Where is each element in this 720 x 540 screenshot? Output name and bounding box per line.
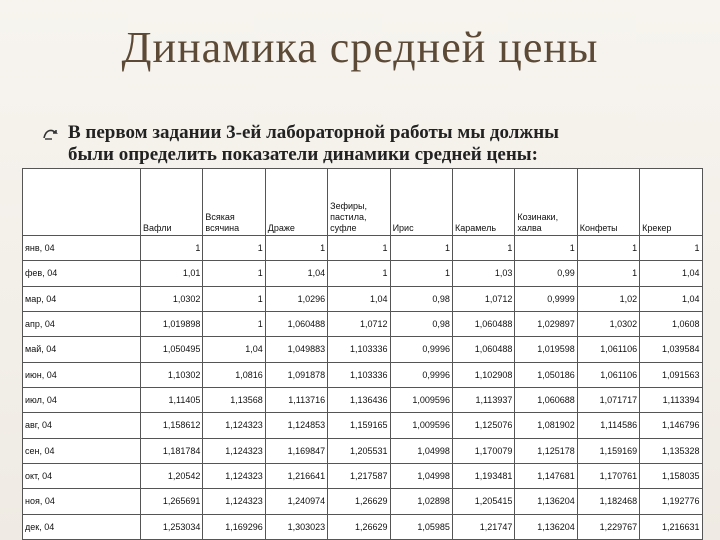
table-cell: 1,0302 — [141, 286, 203, 311]
table-cell: 1,136204 — [515, 489, 577, 514]
row-label: июл, 04 — [23, 387, 141, 412]
table-cell: 1 — [577, 261, 639, 286]
table-cell: 1,03 — [452, 261, 514, 286]
table-cell: 1 — [141, 236, 203, 261]
row-label: янв, 04 — [23, 236, 141, 261]
table-cell: 1,009596 — [390, 413, 452, 438]
table-cell: 1 — [390, 261, 452, 286]
table-row — [23, 236, 703, 261]
table-cell: 1 — [640, 236, 702, 261]
table-row — [23, 413, 703, 438]
table-cell: 0,98 — [390, 311, 452, 336]
table-cell: 0,9996 — [390, 362, 452, 387]
table-cell: 1,217587 — [328, 463, 390, 488]
table-cell: 1 — [203, 236, 265, 261]
table-cell: 1,182468 — [577, 489, 639, 514]
table-cell: 1 — [452, 236, 514, 261]
table-row — [23, 362, 703, 387]
table-cell: 1,049883 — [265, 337, 327, 362]
row-label: фев, 04 — [23, 261, 141, 286]
table-cell: 1 — [203, 261, 265, 286]
table-cell: 1,113716 — [265, 387, 327, 412]
table-cell: 1,135328 — [640, 438, 702, 463]
table-cell: 1,04 — [265, 261, 327, 286]
header-cell: Крекер — [640, 169, 702, 236]
table-cell: 1,124323 — [203, 413, 265, 438]
bullet-line-1: В первом задании 3-ей лабораторной работы мы должны — [68, 122, 559, 143]
header-cell: Вафли — [141, 169, 203, 236]
table-row — [23, 311, 703, 336]
row-label: дек, 04 — [23, 514, 141, 539]
table-cell: 1,02 — [577, 286, 639, 311]
table-cell: 1,205531 — [328, 438, 390, 463]
header-cell: Всякая всячина — [203, 169, 265, 236]
header-cell: Драже — [265, 169, 327, 236]
table-cell: 1,04 — [640, 261, 702, 286]
table-cell: 0,98 — [390, 286, 452, 311]
table-cell: 1,060488 — [452, 311, 514, 336]
table-cell: 1,060488 — [265, 311, 327, 336]
table-cell: 1,061106 — [577, 362, 639, 387]
slide-title: Динамика средней цены — [121, 23, 599, 72]
row-label: июн, 04 — [23, 362, 141, 387]
table-cell: 1,04998 — [390, 463, 452, 488]
table-cell: 1,0712 — [328, 311, 390, 336]
table-cell: 1,071717 — [577, 387, 639, 412]
table-cell: 1,170079 — [452, 438, 514, 463]
table-cell: 1,169296 — [203, 514, 265, 539]
table-cell: 1,124853 — [265, 413, 327, 438]
table-cell: 1,21747 — [452, 514, 514, 539]
table-cell: 1,193481 — [452, 463, 514, 488]
table-cell: 1,13568 — [203, 387, 265, 412]
table-cell: 1,0302 — [577, 311, 639, 336]
table-row — [23, 438, 703, 463]
table-cell: 1,26629 — [328, 489, 390, 514]
table-cell: 1,103336 — [328, 362, 390, 387]
table-cell: 1,113937 — [452, 387, 514, 412]
table-cell: 1 — [577, 236, 639, 261]
table-cell: 1,158612 — [141, 413, 203, 438]
table-cell: 1,170761 — [577, 463, 639, 488]
table-cell: 1,04 — [328, 286, 390, 311]
table-cell: 1,265691 — [141, 489, 203, 514]
table-cell: 1,039584 — [640, 337, 702, 362]
table-cell: 1,147681 — [515, 463, 577, 488]
table-row — [23, 514, 703, 539]
table-row — [23, 387, 703, 412]
bullet-point — [42, 122, 682, 166]
table-cell: 1,181784 — [141, 438, 203, 463]
table-cell: 1,124323 — [203, 463, 265, 488]
table-cell: 1,216631 — [640, 514, 702, 539]
table-cell: 1,04 — [203, 337, 265, 362]
table-cell: 1 — [265, 236, 327, 261]
table-cell: 1 — [203, 286, 265, 311]
header-cell: Ирис — [390, 169, 452, 236]
row-label: окт, 04 — [23, 463, 141, 488]
table-cell: 1 — [203, 311, 265, 336]
table-cell: 1,0816 — [203, 362, 265, 387]
table-cell: 1,04998 — [390, 438, 452, 463]
table-cell: 1,253034 — [141, 514, 203, 539]
table-cell: 1,159165 — [328, 413, 390, 438]
row-label: май, 04 — [23, 337, 141, 362]
table-cell: 1,124323 — [203, 489, 265, 514]
table-cell: 1,04 — [640, 286, 702, 311]
table-cell: 1,10302 — [141, 362, 203, 387]
row-label: ноя, 04 — [23, 489, 141, 514]
table-cell: 1,019598 — [515, 337, 577, 362]
table-row — [23, 489, 703, 514]
table-cell: 1 — [515, 236, 577, 261]
table-row — [23, 286, 703, 311]
table-cell: 1,114586 — [577, 413, 639, 438]
header-cell: Карамель — [452, 169, 514, 236]
table-body — [23, 236, 703, 540]
table-cell: 1 — [328, 261, 390, 286]
table-cell: 1,019898 — [141, 311, 203, 336]
table-header-row — [23, 169, 703, 236]
table-cell: 0,99 — [515, 261, 577, 286]
row-label: мар, 04 — [23, 286, 141, 311]
table-cell: 1,11405 — [141, 387, 203, 412]
table-cell: 1,091878 — [265, 362, 327, 387]
table-cell: 1,136204 — [515, 514, 577, 539]
header-cell: Конфеты — [577, 169, 639, 236]
table-cell: 1,169847 — [265, 438, 327, 463]
table-cell: 1,216641 — [265, 463, 327, 488]
table-cell: 1 — [390, 236, 452, 261]
table-cell: 1,103336 — [328, 337, 390, 362]
price-dynamics-table — [22, 168, 703, 540]
table-cell: 1,192776 — [640, 489, 702, 514]
table-cell: 1,050495 — [141, 337, 203, 362]
header-cell — [23, 169, 141, 236]
table-cell: 1,009596 — [390, 387, 452, 412]
table-cell: 1,240974 — [265, 489, 327, 514]
table-cell: 1,060488 — [452, 337, 514, 362]
table-cell: 0,9996 — [390, 337, 452, 362]
table-row — [23, 463, 703, 488]
table-cell: 1,113394 — [640, 387, 702, 412]
header-cell: Зефиры, пастила, суфле — [328, 169, 390, 236]
table-cell: 1,061106 — [577, 337, 639, 362]
table-cell: 1,091563 — [640, 362, 702, 387]
table-cell: 1,081902 — [515, 413, 577, 438]
table-cell: 1,146796 — [640, 413, 702, 438]
row-label: авг, 04 — [23, 413, 141, 438]
table-cell: 1,303023 — [265, 514, 327, 539]
table-cell: 1,229767 — [577, 514, 639, 539]
bullet-arrow-icon — [42, 125, 60, 143]
table-cell: 1,0712 — [452, 286, 514, 311]
table-cell: 1,125076 — [452, 413, 514, 438]
row-label: апр, 04 — [23, 311, 141, 336]
table-cell: 1,124323 — [203, 438, 265, 463]
table-cell: 1,158035 — [640, 463, 702, 488]
table-cell: 1,01 — [141, 261, 203, 286]
table-cell: 1,060688 — [515, 387, 577, 412]
table-cell: 1,05985 — [390, 514, 452, 539]
table-cell: 1,029897 — [515, 311, 577, 336]
table-cell: 1,102908 — [452, 362, 514, 387]
table-cell: 1,20542 — [141, 463, 203, 488]
table-cell: 1,159169 — [577, 438, 639, 463]
table-cell: 1 — [328, 236, 390, 261]
table-cell: 1,050186 — [515, 362, 577, 387]
table-cell: 1,125178 — [515, 438, 577, 463]
table-cell: 1,136436 — [328, 387, 390, 412]
table-cell: 1,26629 — [328, 514, 390, 539]
table-cell: 0,9999 — [515, 286, 577, 311]
table-row — [23, 337, 703, 362]
table-cell: 1,02898 — [390, 489, 452, 514]
table-cell: 1,205415 — [452, 489, 514, 514]
table-cell: 1,0608 — [640, 311, 702, 336]
table-cell: 1,0296 — [265, 286, 327, 311]
table-row — [23, 261, 703, 286]
bullet-text — [68, 122, 559, 166]
row-label: сен, 04 — [23, 438, 141, 463]
header-cell: Козинаки, халва — [515, 169, 577, 236]
bullet-line-2: были определить показатели динамики средней цены: — [68, 144, 538, 165]
